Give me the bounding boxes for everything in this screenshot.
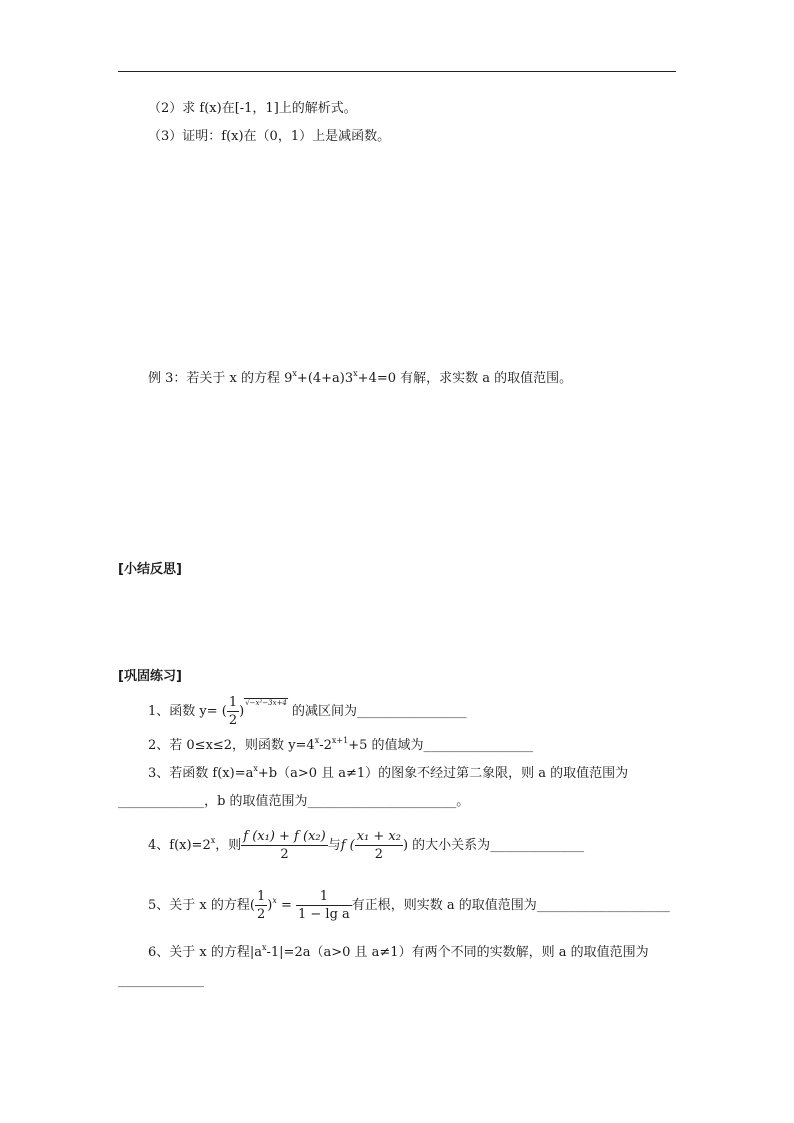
q4-frac2-denominator: 2 [374, 847, 383, 862]
q6-suffix: -1|=2a（a>0 且 a≠1）有两个不同的实数解，则 a 的取值范围为 [266, 945, 649, 960]
q5-prefix: 5、关于 x 的方程( [148, 898, 255, 913]
q4-fraction-1 [241, 828, 327, 863]
q3-answer-blank-a: ___________ [118, 794, 205, 809]
q3-answer-blank-b: ___________________ [307, 794, 457, 809]
q1-fraction [227, 694, 239, 729]
q4-frac1-denominator: 2 [280, 847, 289, 862]
example-3-middle: +(4+a)3 [296, 371, 354, 386]
example-3 [148, 370, 572, 388]
q4-frac2-numerator: x₁ + x₂ [356, 829, 401, 844]
q1-frac-denominator: 2 [228, 713, 238, 728]
q1-prefix: 1、函数 y= ( [148, 704, 227, 719]
example-3-suffix: +4=0 有解，求实数 a 的取值范围。 [357, 371, 573, 386]
header-rule [118, 71, 676, 72]
q4-close-paren: ) [402, 838, 409, 853]
q4-suffix: 的大小关系为 [408, 838, 491, 853]
q5-exponent: x [272, 895, 277, 905]
q4-exponent: x [210, 835, 216, 845]
q5-frac2-numerator: 1 [296, 888, 352, 906]
question-1 [148, 694, 467, 731]
question-3-line-1 [148, 765, 628, 783]
q5-fraction-2 [296, 888, 352, 923]
q5-equals: = [276, 898, 296, 913]
question-5 [148, 888, 670, 924]
section-practice-heading: [巩固练习] [118, 669, 182, 684]
q4-and: 与 [327, 838, 341, 853]
q3-end: 。 [456, 794, 470, 809]
q5-suffix: 有正根，则实数 a 的取值范围为 [351, 898, 537, 913]
q4-frac1-numerator: f (x₁) + f (x₂) [243, 829, 326, 844]
q5-frac1-numerator: 1 [256, 889, 266, 904]
q5-frac1-denominator: 2 [256, 907, 266, 922]
q1-answer-blank: ______________ [357, 704, 467, 719]
question-4 [148, 828, 584, 864]
q4-f-label: f ( [340, 838, 355, 853]
example-3-exponent: x [353, 368, 358, 378]
question-6-line-1 [148, 944, 649, 962]
q2-exponent: x [314, 735, 320, 745]
q2-middle: -2 [319, 738, 332, 753]
q4-answer-blank: ____________ [490, 838, 585, 853]
problem-part-3: （3）证明：f(x)在（0，1）上是减函数。 [148, 129, 391, 144]
q6-exponent: x [262, 942, 267, 952]
q3-middle: ，b 的取值范围为 [204, 794, 308, 809]
q6-prefix: 6、关于 x 的方程|a [148, 945, 262, 960]
q1-suffix: 的减区间为 [287, 704, 358, 719]
q1-frac-numerator: 1 [228, 695, 238, 710]
problem-part-2: （2）求 f(x)在[-1，1]上的解析式。 [148, 101, 357, 116]
q1-close-paren: ) [239, 704, 245, 719]
q2-suffix: +5 的值域为 [348, 738, 424, 753]
q4-middle: ，则 [215, 838, 242, 853]
example-3-prefix: 例 3：若关于 x 的方程 9 [148, 371, 293, 386]
q2-prefix: 2、若 0≤x≤2，则函数 y=4 [148, 738, 315, 753]
question-3-line-2 [118, 793, 469, 811]
q1-exponent: √−x²−3x+4 [245, 699, 287, 707]
q2-answer-blank: ______________ [423, 738, 534, 753]
q5-close-paren: ) [267, 898, 273, 913]
example-3-exponent: x [292, 368, 297, 378]
question-6-line-2 [118, 972, 204, 990]
q5-answer-blank: _________________ [536, 898, 670, 913]
section-summary-heading: [小结反思] [118, 562, 182, 577]
q3-suffix: +b（a>0 且 a≠1）的图象不经过第二象限，则 a 的取值范围为 [257, 766, 629, 781]
q5-fraction-1 [255, 888, 267, 923]
q3-prefix: 3、若函数 f(x)=a [148, 766, 254, 781]
q3-exponent: x [253, 763, 258, 773]
q6-answer-blank: ___________ [118, 973, 205, 988]
q2-exponent: x+1 [331, 735, 349, 745]
q5-frac2-denominator: 1 − lg a [298, 907, 350, 922]
q4-prefix: 4、f(x)=2 [148, 838, 211, 853]
question-2 [148, 737, 533, 755]
q4-fraction-2 [355, 828, 403, 863]
